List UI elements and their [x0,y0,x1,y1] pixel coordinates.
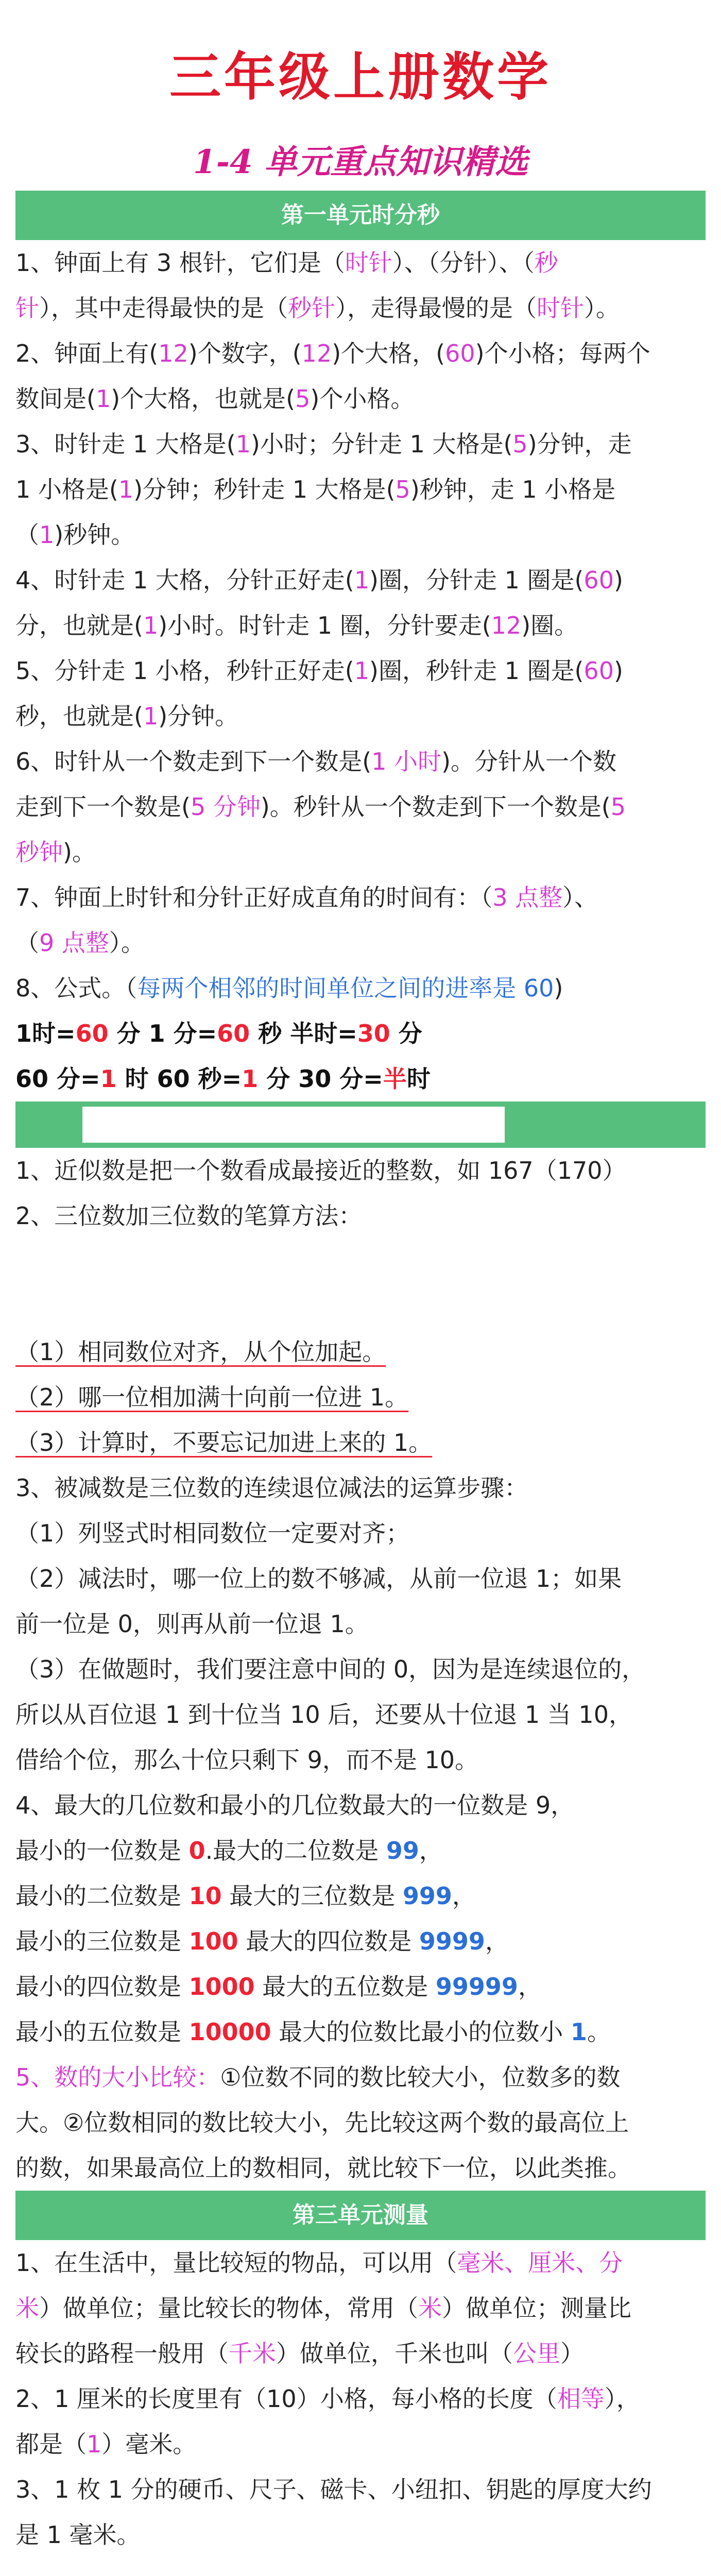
text-line: 8、公式。（每两个相邻的时间单位之间的进率是 60) [15,974,563,1002]
text-line: 数间是(1)个大格，也就是(5)个小格。 [15,385,415,413]
text-line: 米）做单位；量比较长的物体，常用（米）做单位；测量比 [15,2294,631,2322]
unit2-header-blank [82,1107,505,1143]
text-line: 5、分针走 1 小格，秒针正好走(1)圈，秒针走 1 圈是(60) [15,657,623,685]
text-line: 2、三位数加三位数的笔算方法： [15,1202,363,1230]
text-line: 都是（1）毫米。 [15,2430,197,2458]
text-line: 1、钟面上有 3 根针，它们是（时针）、（分针）、（秒 [15,249,558,277]
text-line: 4、时针走 1 大格，分针正好走(1)圈，分针走 1 圈是(60) [15,566,623,594]
page-subtitle: 1-4 单元重点知识精选 [193,143,528,181]
text-line: （1)秒钟。 [15,521,135,549]
unit2-content [0,1148,721,2191]
unit2-header [15,1101,706,1148]
underlined-line: （3）计算时，不要忘记加进上来的 1。 [15,1429,433,1456]
text-line: （2）减法时，哪一位上的数不够减，从前一位退 1；如果 [15,1565,622,1592]
text-line: 2、1 厘米的长度里有（10）小格，每小格的长度（相等）， [15,2385,640,2413]
text-line: 借给个位，那么十位只剩下 9，而不是 10。 [15,1746,479,1774]
text-line: 是 1 毫米。 [15,2521,141,2549]
text-line: 走到下一个数是(5 分钟)。秒针从一个数走到下一个数是(5 [15,793,626,821]
text-line: 2、钟面上有(12)个数字，(12)个大格，(60)个小格；每两个 [15,340,650,367]
text-line: （3）在做题时，我们要注意中间的 0，因为是连续退位的， [15,1655,646,1683]
text-line: 针），其中走得最快的是（秒针），走得最慢的是（时针）。 [15,294,620,322]
text-line: 最小的一位数是 0.最大的二位数是 99， [15,1837,443,1865]
text-line: 1、近似数是把一个数看成最接近的整数，如 167（170） [15,1157,626,1184]
text-line: 6、时针从一个数走到下一个数是(1 小时)。分针从一个数 [15,748,617,775]
text-line: 最小的五位数是 10000 最大的位数比最小的位数小 1。 [15,2018,611,2046]
text-line: 秒，也就是(1)分钟。 [15,702,239,730]
underlined-line: （1）相同数位对齐，从个位加起。 [15,1338,386,1366]
text-line: 最小的三位数是 100 最大的四位数是 9999， [15,1927,509,1955]
text-line: 的数，如果最高位上的数相同，就比较下一位，以此类推。 [15,2154,631,2182]
text-line: 最小的四位数是 1000 最大的五位数是 99999， [15,1973,542,2001]
formula-line: 1时=60 分 1 分=60 秒 半时=30 分 [15,1020,422,1047]
blank-space [15,1239,706,1329]
unit3-header: 第三单元测量 [15,2191,706,2240]
text-line: 1 小格是(1)分钟；秒针走 1 大格是(5)秒钟，走 1 小格是 [15,476,616,503]
text-line: 秒钟)。 [15,838,96,866]
formula-line: 60 分=1 时 60 秒=1 分 30 分=半时 [15,1065,431,1093]
underlined-line: （2）哪一位相加满十向前一位进 1。 [15,1383,409,1411]
text-line: 大。②位数相同的数比较大小，先比较这两个数的最高位上 [15,2109,629,2137]
text-line: 4、最大的几位数和最小的几位数最大的一位数是 9， [15,1791,575,1819]
text-line: 3、时针走 1 大格是(1)小时；分针走 1 大格是(5)分钟，走 [15,430,632,458]
text-line: （1）列竖式时相同数位一定要对齐； [15,1519,410,1547]
text-line: 5、数的大小比较：①位数不同的数比较大小，位数多的数 [15,2063,621,2091]
text-line: （9 点整）。 [15,929,145,957]
page-title: 三年级上册数学 [169,47,552,107]
text-line: 最小的二位数是 10 最大的三位数是 999， [15,1882,476,1910]
text-line: 较长的路程一般用（千米）做单位，千米也叫（公里） [15,2340,584,2367]
text-line: 3、被减数是三位数的连续退位减法的运算步骤： [15,1474,528,1502]
text-line: 3、1 枚 1 分的硬币、尺子、磁卡、小纽扣、钥匙的厚度大约 [15,2476,652,2503]
unit3-content [0,2240,721,2576]
text-line: 分，也就是(1)小时。时针走 1 圈，分针要走(12)圈。 [15,612,578,639]
text-line: 所以从百位退 1 到十位当 10 后，还要从十位退 1 当 10， [15,1701,632,1728]
unit1-header: 第一单元时分秒 [15,191,706,240]
text-line: 前一位是 0，则再从前一位退 1。 [15,1610,369,1638]
blank-space [15,2557,706,2576]
text-line: 7、钟面上时针和分针正好成直角的时间有：（3 点整）、 [15,884,598,911]
unit1-content [0,240,721,1101]
text-line: 1、在生活中，量比较短的物品，可以用（毫米、厘米、分 [15,2249,623,2277]
